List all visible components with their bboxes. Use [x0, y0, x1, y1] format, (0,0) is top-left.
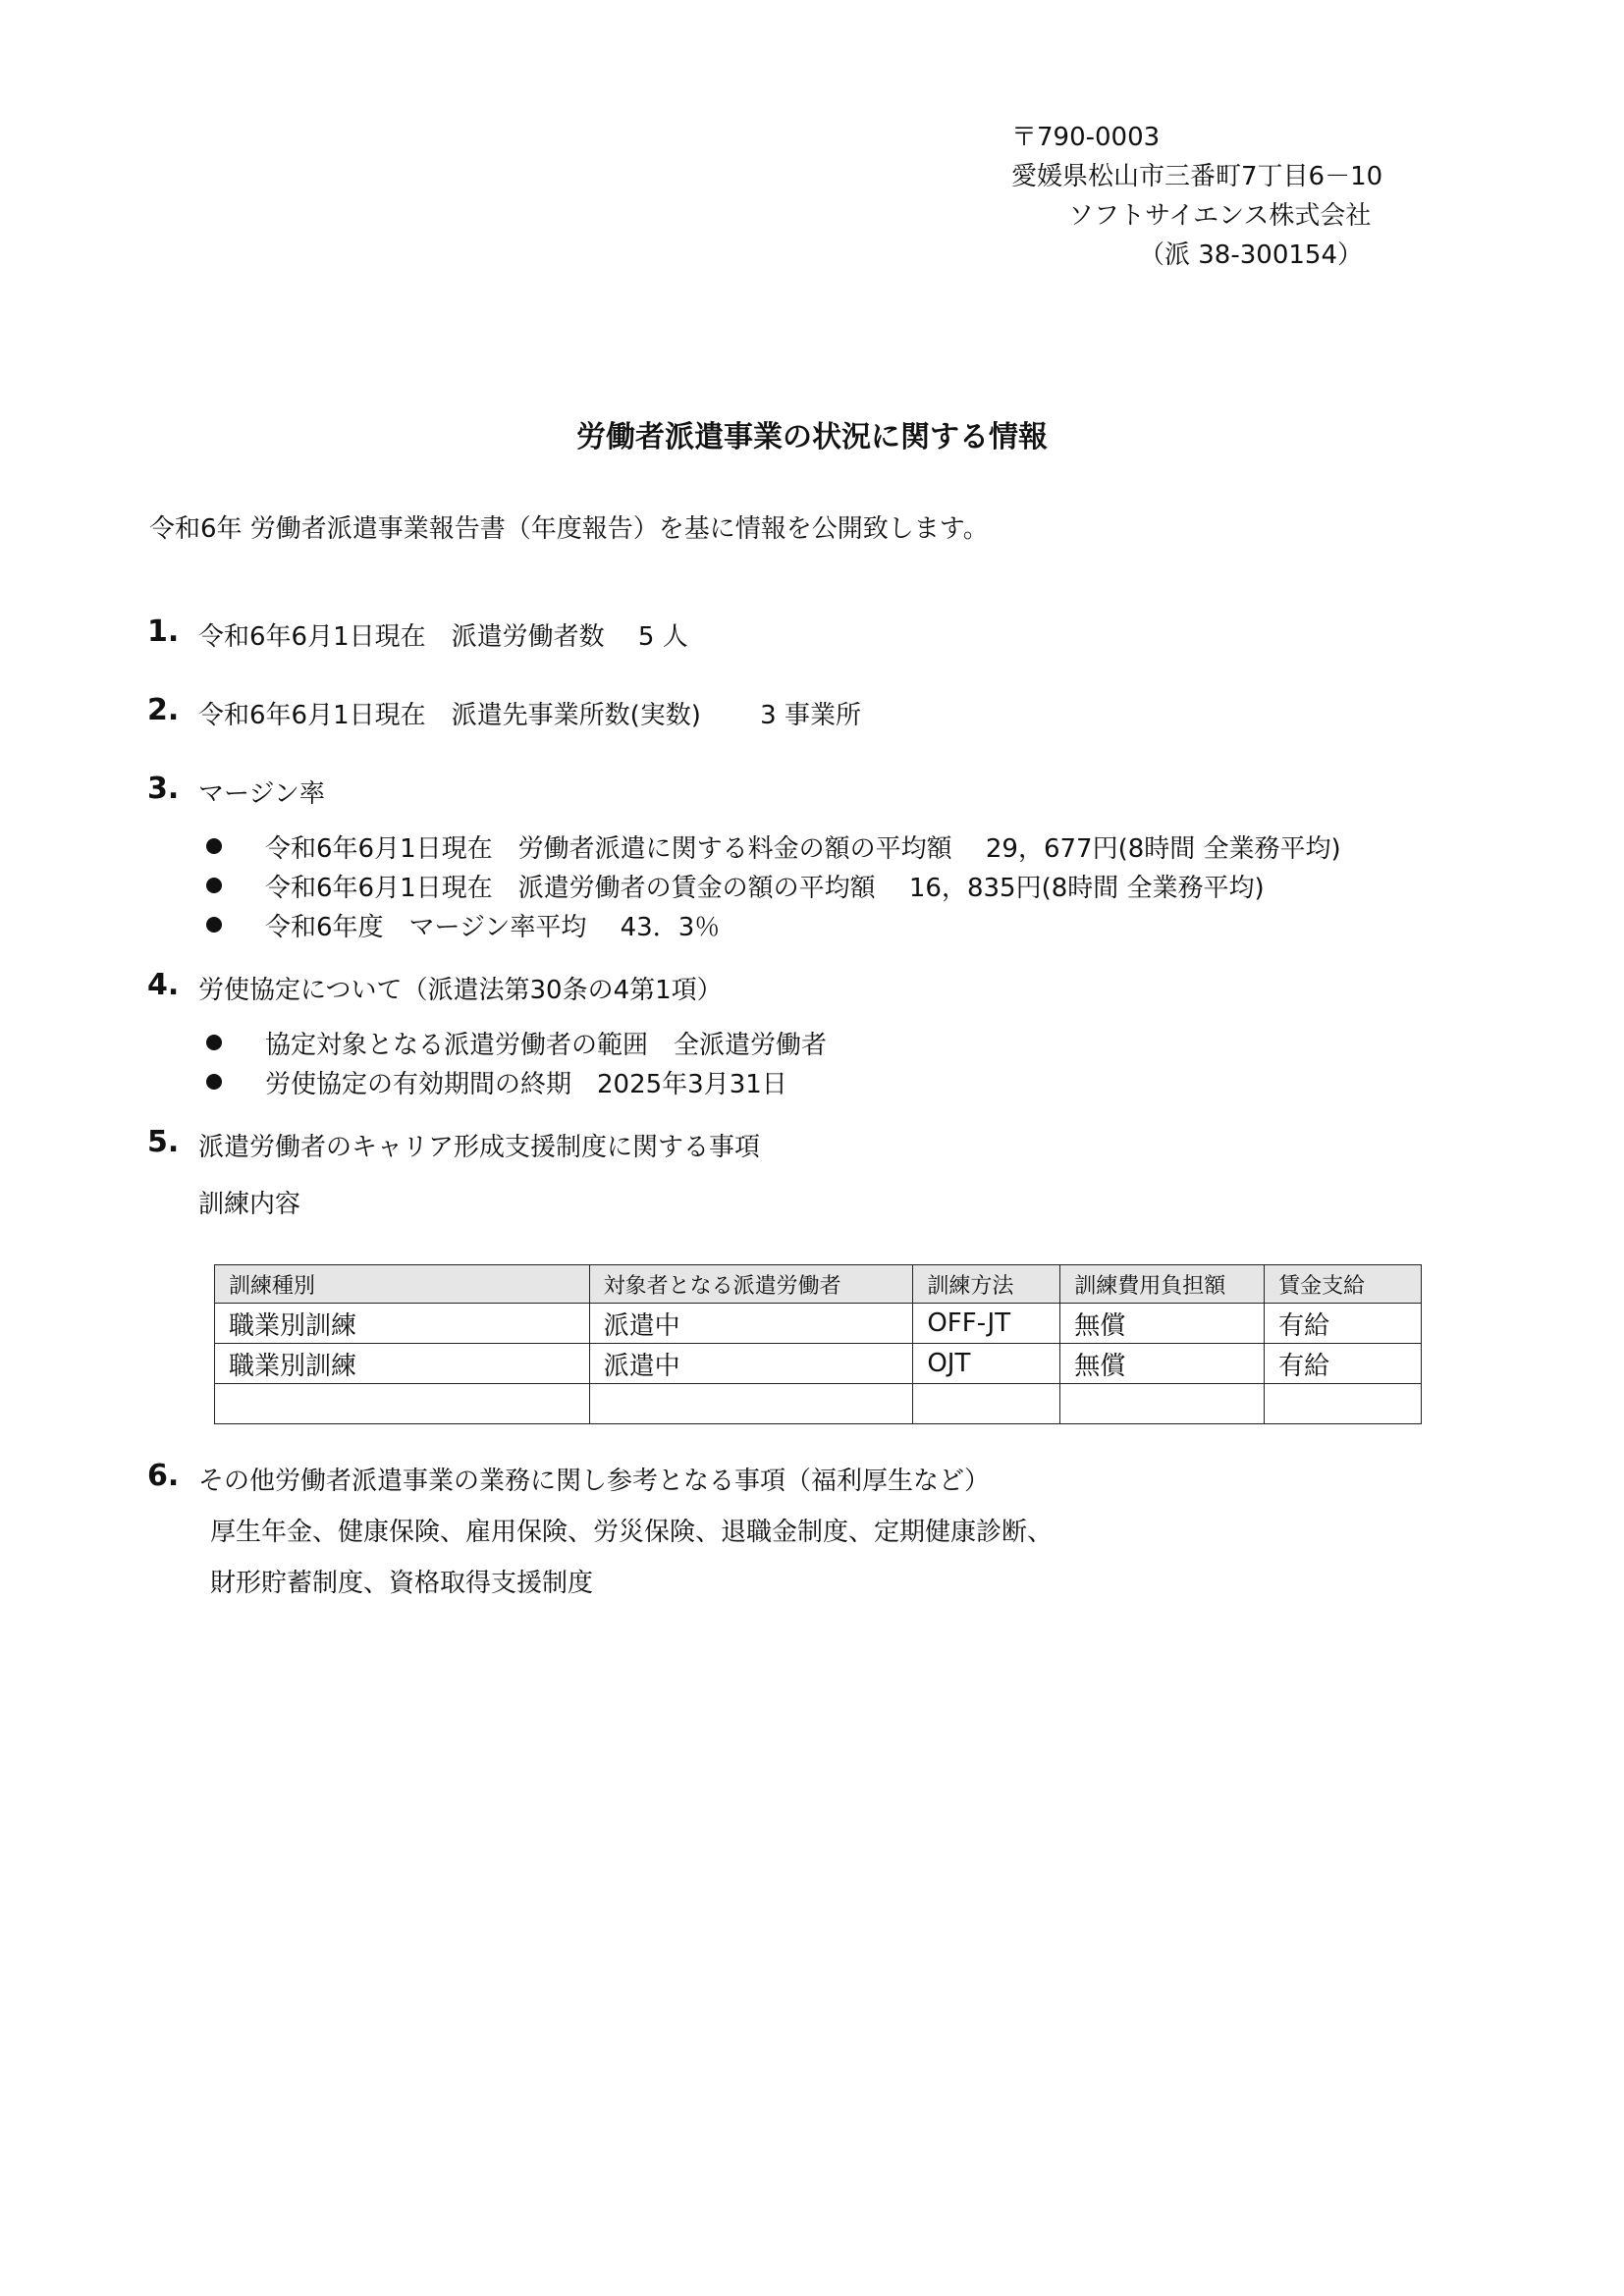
street-address: 愛媛県松山市三番町7丁目6－10 — [1011, 162, 1383, 191]
table-row — [215, 1304, 1422, 1344]
table-cell: 職業別訓練 — [215, 1304, 590, 1344]
table-cell: 無償 — [1060, 1304, 1265, 1344]
table-row — [215, 1344, 1422, 1384]
header-wage-payment: 賃金支給 — [1265, 1265, 1422, 1304]
section-6-number: 6. — [147, 1459, 180, 1493]
postal-code: 〒790-0003 — [1011, 123, 1161, 152]
table-header-row — [215, 1265, 1422, 1304]
table-cell: 派遣中 — [589, 1304, 913, 1344]
table-cell: 無償 — [1060, 1344, 1265, 1384]
section-6-text: その他労働者派遣事業の業務に関し参考となる事項（福利厚生など） — [198, 1467, 991, 1496]
table-cell — [1060, 1384, 1265, 1424]
header-training-method: 訓練方法 — [913, 1265, 1060, 1304]
section-3-bullet-2: 令和6年6月1日現在 派遣労働者の賃金の額の平均額 16，835円(8時間 全業務平均) — [265, 874, 1265, 903]
header-cost-burden: 訓練費用負担額 — [1060, 1265, 1265, 1304]
section-3-text: マージン率 — [198, 779, 325, 809]
table-cell — [215, 1384, 590, 1424]
section-3-bullet-3: 令和6年度 マージン率平均 43．3％ — [265, 913, 721, 942]
section-5-number: 5. — [147, 1125, 180, 1159]
welfare-line-2: 財形貯蓄制度、資格取得支援制度 — [210, 1569, 594, 1598]
training-table — [214, 1264, 1422, 1424]
license-number: （派 38-300154） — [1139, 240, 1363, 270]
table-cell: 有給 — [1265, 1304, 1422, 1344]
section-1-text: 令和6年6月1日現在 派遣労働者数 5 人 — [198, 622, 688, 652]
intro-text: 令和6年 労働者派遣事業報告書（年度報告）を基に情報を公開致します。 — [149, 514, 989, 544]
bullet-icon — [206, 838, 222, 854]
page-title: 労働者派遣事業の状況に関する情報 — [576, 420, 1048, 454]
section-2-number: 2. — [147, 693, 180, 727]
bullet-icon — [206, 917, 222, 933]
section-4-number: 4. — [147, 968, 180, 1002]
table-cell: OFF-JT — [913, 1304, 1060, 1344]
welfare-line-1: 厚生年金、健康保険、雇用保険、労災保険、退職金制度、定期健康診断、 — [210, 1518, 1054, 1547]
table-cell: OJT — [913, 1344, 1060, 1384]
section-5-subheading: 訓練内容 — [198, 1190, 301, 1219]
section-5-text: 派遣労働者のキャリア形成支援制度に関する事項 — [198, 1133, 761, 1162]
table-cell: 職業別訓練 — [215, 1344, 590, 1384]
table-cell: 有給 — [1265, 1344, 1422, 1384]
table-cell — [913, 1384, 1060, 1424]
section-3-number: 3. — [147, 772, 180, 806]
header-target-workers: 対象者となる派遣労働者 — [589, 1265, 913, 1304]
table-cell: 派遣中 — [589, 1344, 913, 1384]
section-4-text: 労使協定について（派遣法第30条の4第1項） — [198, 976, 723, 1005]
header-training-type: 訓練種別 — [215, 1265, 590, 1304]
section-3-bullet-1: 令和6年6月1日現在 労働者派遣に関する料金の額の平均額 29，677円(8時間 全業務平均) — [265, 834, 1341, 864]
section-2-text: 令和6年6月1日現在 派遣先事業所数(実数) 3 事業所 — [198, 701, 861, 730]
bullet-icon — [206, 1074, 222, 1090]
table-row — [215, 1384, 1422, 1424]
table-cell — [1265, 1384, 1422, 1424]
section-4-bullet-1: 協定対象となる派遣労働者の範囲 全派遣労働者 — [265, 1031, 828, 1060]
bullet-icon — [206, 1035, 222, 1050]
section-1-number: 1. — [147, 614, 180, 649]
table-cell — [589, 1384, 913, 1424]
bullet-icon — [206, 878, 222, 893]
section-4-bullet-2: 労使協定の有効期間の終期 2025年3月31日 — [265, 1070, 787, 1099]
company-name: ソフトサイエンス株式会社 — [1068, 201, 1372, 231]
